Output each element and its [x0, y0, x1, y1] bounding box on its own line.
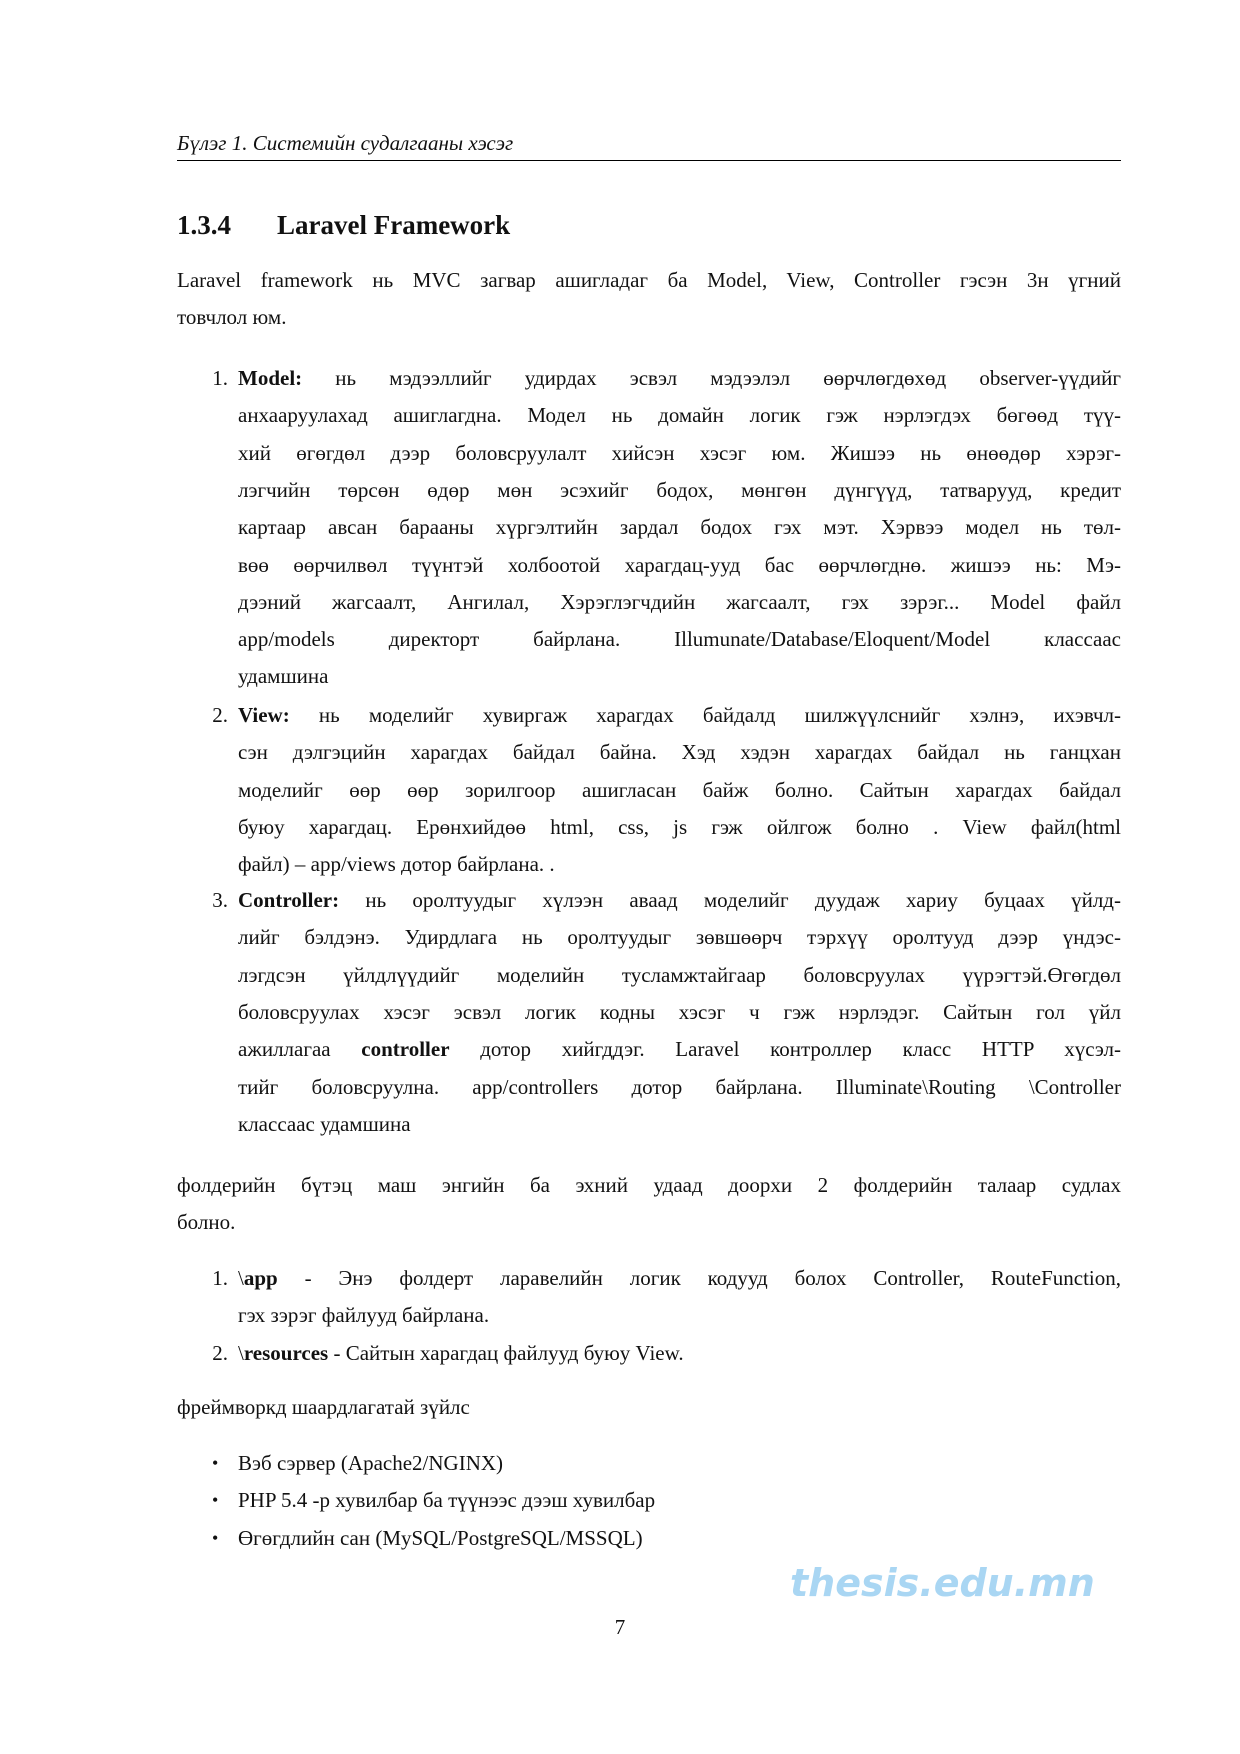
list-item-line — [238, 360, 1121, 397]
list-item-line — [238, 621, 1121, 658]
section-heading — [177, 205, 510, 245]
list-item-line — [238, 1335, 684, 1372]
bullet-icon: • — [212, 1490, 219, 1511]
section-number: 1.3.4 — [177, 210, 231, 240]
bullet-icon: • — [212, 1453, 219, 1473]
text-run: фреймворкд шаардлагатай зүйлс — [177, 1395, 470, 1419]
list-item-line — [238, 919, 1121, 956]
text-run: тийг боловсруулна. app/controllers дотор байрлана. Illuminate\Routing \Controller — [238, 1074, 1121, 1099]
running-head: Бүлэг 1. Системийн судалгааны хэсэг — [177, 131, 514, 155]
list-item-line — [238, 1031, 1121, 1068]
paragraph-line — [177, 1389, 470, 1426]
list-item-line — [238, 397, 1121, 434]
text-run: лэгдсэн үйлдлүүдийг моделийн тусламжтайгаар боловсруулах үүрэгтэй.Өгөгдөл — [238, 962, 1121, 987]
text-run: гэх зэрэг файлууд байрлана. — [238, 1303, 490, 1328]
text-run: хий өгөгдөл дээр боловсруулалт хийсэн хэсэг юм. Жишээ нь өнөөдөр хэрэг- — [238, 440, 1121, 465]
requirement-item — [238, 1445, 503, 1482]
text-run: дээний жагсаалт, Ангилал, Хэрэглэгчдийн жагсаалт, гэх зэрэг... Model файл — [238, 589, 1121, 614]
section-title: Laravel Framework — [277, 210, 511, 240]
text-run: товчлол юм. — [177, 305, 287, 330]
header-rule — [177, 160, 1121, 161]
list-item-line — [238, 472, 1121, 509]
text-run: PHP 5.4 -р хувилбар ба түүнээс дээш хувилбар — [238, 1488, 656, 1513]
text-run: Өгөгдлийн сан (MySQL/PostgreSQL/MSSQL) — [238, 1525, 643, 1550]
list-number: 2. — [212, 1341, 228, 1365]
list-number: 1. — [212, 366, 228, 390]
list-number: 3. — [212, 888, 228, 912]
text-run: дотор хийгддэг. Laravel контроллер класс HTTP хүсэл- — [449, 1037, 1121, 1062]
requirement-item — [238, 1520, 643, 1557]
text-run: нь мэдээллийг удирдах эсвэл мэдээлэл өөрчлөгдөхөд observer-үүдийг — [302, 366, 1121, 390]
list-item-line — [238, 1106, 411, 1143]
list-item-line — [238, 1297, 489, 1334]
bold-term: resources — [243, 1341, 329, 1365]
text-run: анхааруулахад ашиглагдна. Модел нь домайн логик гэж нэрлэгдэх бөгөөд түү- — [238, 403, 1121, 428]
list-item-line — [238, 994, 1121, 1031]
text-run: сэн дэлгэцийн харагдах байдал байна. Хэд хэдэн харагдах байдал нь ганцхан — [238, 740, 1121, 765]
bold-term: controller — [361, 1037, 450, 1062]
list-item-line — [238, 734, 1121, 771]
list-number: 2. — [212, 703, 228, 727]
text-run: app/models директорт байрлана. Illumunate/Database/Eloquent/Model классаас — [238, 627, 1121, 652]
paragraph-line — [177, 299, 286, 336]
text-run: Laravel framework нь MVC загвар ашигладаг ба Model, View, Controller гэсэн 3н үгний — [177, 268, 1121, 292]
text-run: классаас удамшина — [238, 1111, 411, 1136]
list-item-line — [238, 772, 1121, 809]
paragraph-line — [177, 262, 1121, 299]
list-item-line — [238, 435, 1121, 472]
text-run: картаар авсан барааны хүргэлтийн зардал бодох гэх мэт. Хэрвээ модел нь төл- — [238, 515, 1121, 540]
list-number: 1. — [212, 1266, 228, 1290]
text-run: моделийг өөр өөр зорилгоор ашигласан байж болно. Сайтын харагдах байдал — [238, 777, 1121, 802]
text-run: вөө өөрчилвөл түүнтэй холбоотой харагдац-ууд бас өөрчлөгднө. жишээ нь: Мэ- — [238, 552, 1121, 577]
list-item-line — [238, 697, 1121, 734]
text-run: болно. — [177, 1210, 236, 1235]
text-run: лийг бэлдэнэ. Удирдлага нь оролтуудыг зөвшөөрч тэрхүү оролтууд дээр үндэс- — [238, 925, 1121, 950]
text-run: Вэб сэрвер (Apache2/NGINX) — [238, 1451, 504, 1475]
paragraph-line — [177, 1204, 235, 1241]
text-run: боловсруулах хэсэг эсвэл логик кодны хэсэг ч гэж нэрлэдэг. Сайтын гол үйл — [238, 999, 1121, 1024]
watermark: thesis.edu.mn — [790, 1561, 1095, 1605]
text-run: нь моделийг хувиргаж харагдах байдалд шилжүүлснийг хэлнэ, ихэвчл- — [289, 703, 1121, 727]
list-item-line — [238, 957, 1121, 994]
list-item-line — [238, 584, 1121, 621]
paragraph-line — [177, 1167, 1121, 1204]
text-run: - Сайтын харагдац файлууд буюу View. — [328, 1341, 684, 1365]
list-item-line — [238, 1069, 1121, 1106]
bold-term: View: — [238, 703, 290, 727]
list-item-line — [238, 509, 1121, 546]
page-number: 7 — [614, 1615, 626, 1639]
list-item-line — [238, 846, 555, 883]
text-run: файл) – app/views дотор байрлана. . — [238, 852, 555, 877]
text-run: буюу харагдац. Ерөнхийдөө html, css, js гэж ойлгож болно . View файл(html — [238, 814, 1121, 839]
text-run: удамшина — [238, 664, 329, 689]
list-item-line — [238, 547, 1121, 584]
text-run: \ — [238, 1266, 244, 1290]
text-run: - Энэ фолдерт ларавелийн логик кодууд болох Controller, RouteFunction, — [277, 1266, 1121, 1290]
text-run: \ — [238, 1341, 244, 1365]
bold-term: Controller: — [238, 888, 340, 912]
requirement-item — [238, 1482, 655, 1519]
list-item-line — [238, 809, 1121, 846]
bold-term: Model: — [238, 366, 303, 390]
bullet-icon: • — [212, 1527, 219, 1548]
bold-term: app — [243, 1266, 278, 1290]
text-run: лэгчийн төрсөн өдөр мөн эсэхийг бодох, мөнгөн дүнгүүд, татварууд, кредит — [238, 477, 1121, 502]
text-run: нь оролтуудыг хүлээн аваад моделийг дуудаж хариу буцаах үйлд- — [339, 888, 1121, 912]
list-item-line — [238, 658, 328, 695]
text-run: фолдерийн бүтэц маш энгийн ба эхний удаад доорхи 2 фолдерийн талаар судлах — [177, 1173, 1121, 1197]
list-item-line — [238, 882, 1121, 919]
text-run: ажиллагаа — [238, 1037, 362, 1062]
list-item-line — [238, 1260, 1121, 1297]
